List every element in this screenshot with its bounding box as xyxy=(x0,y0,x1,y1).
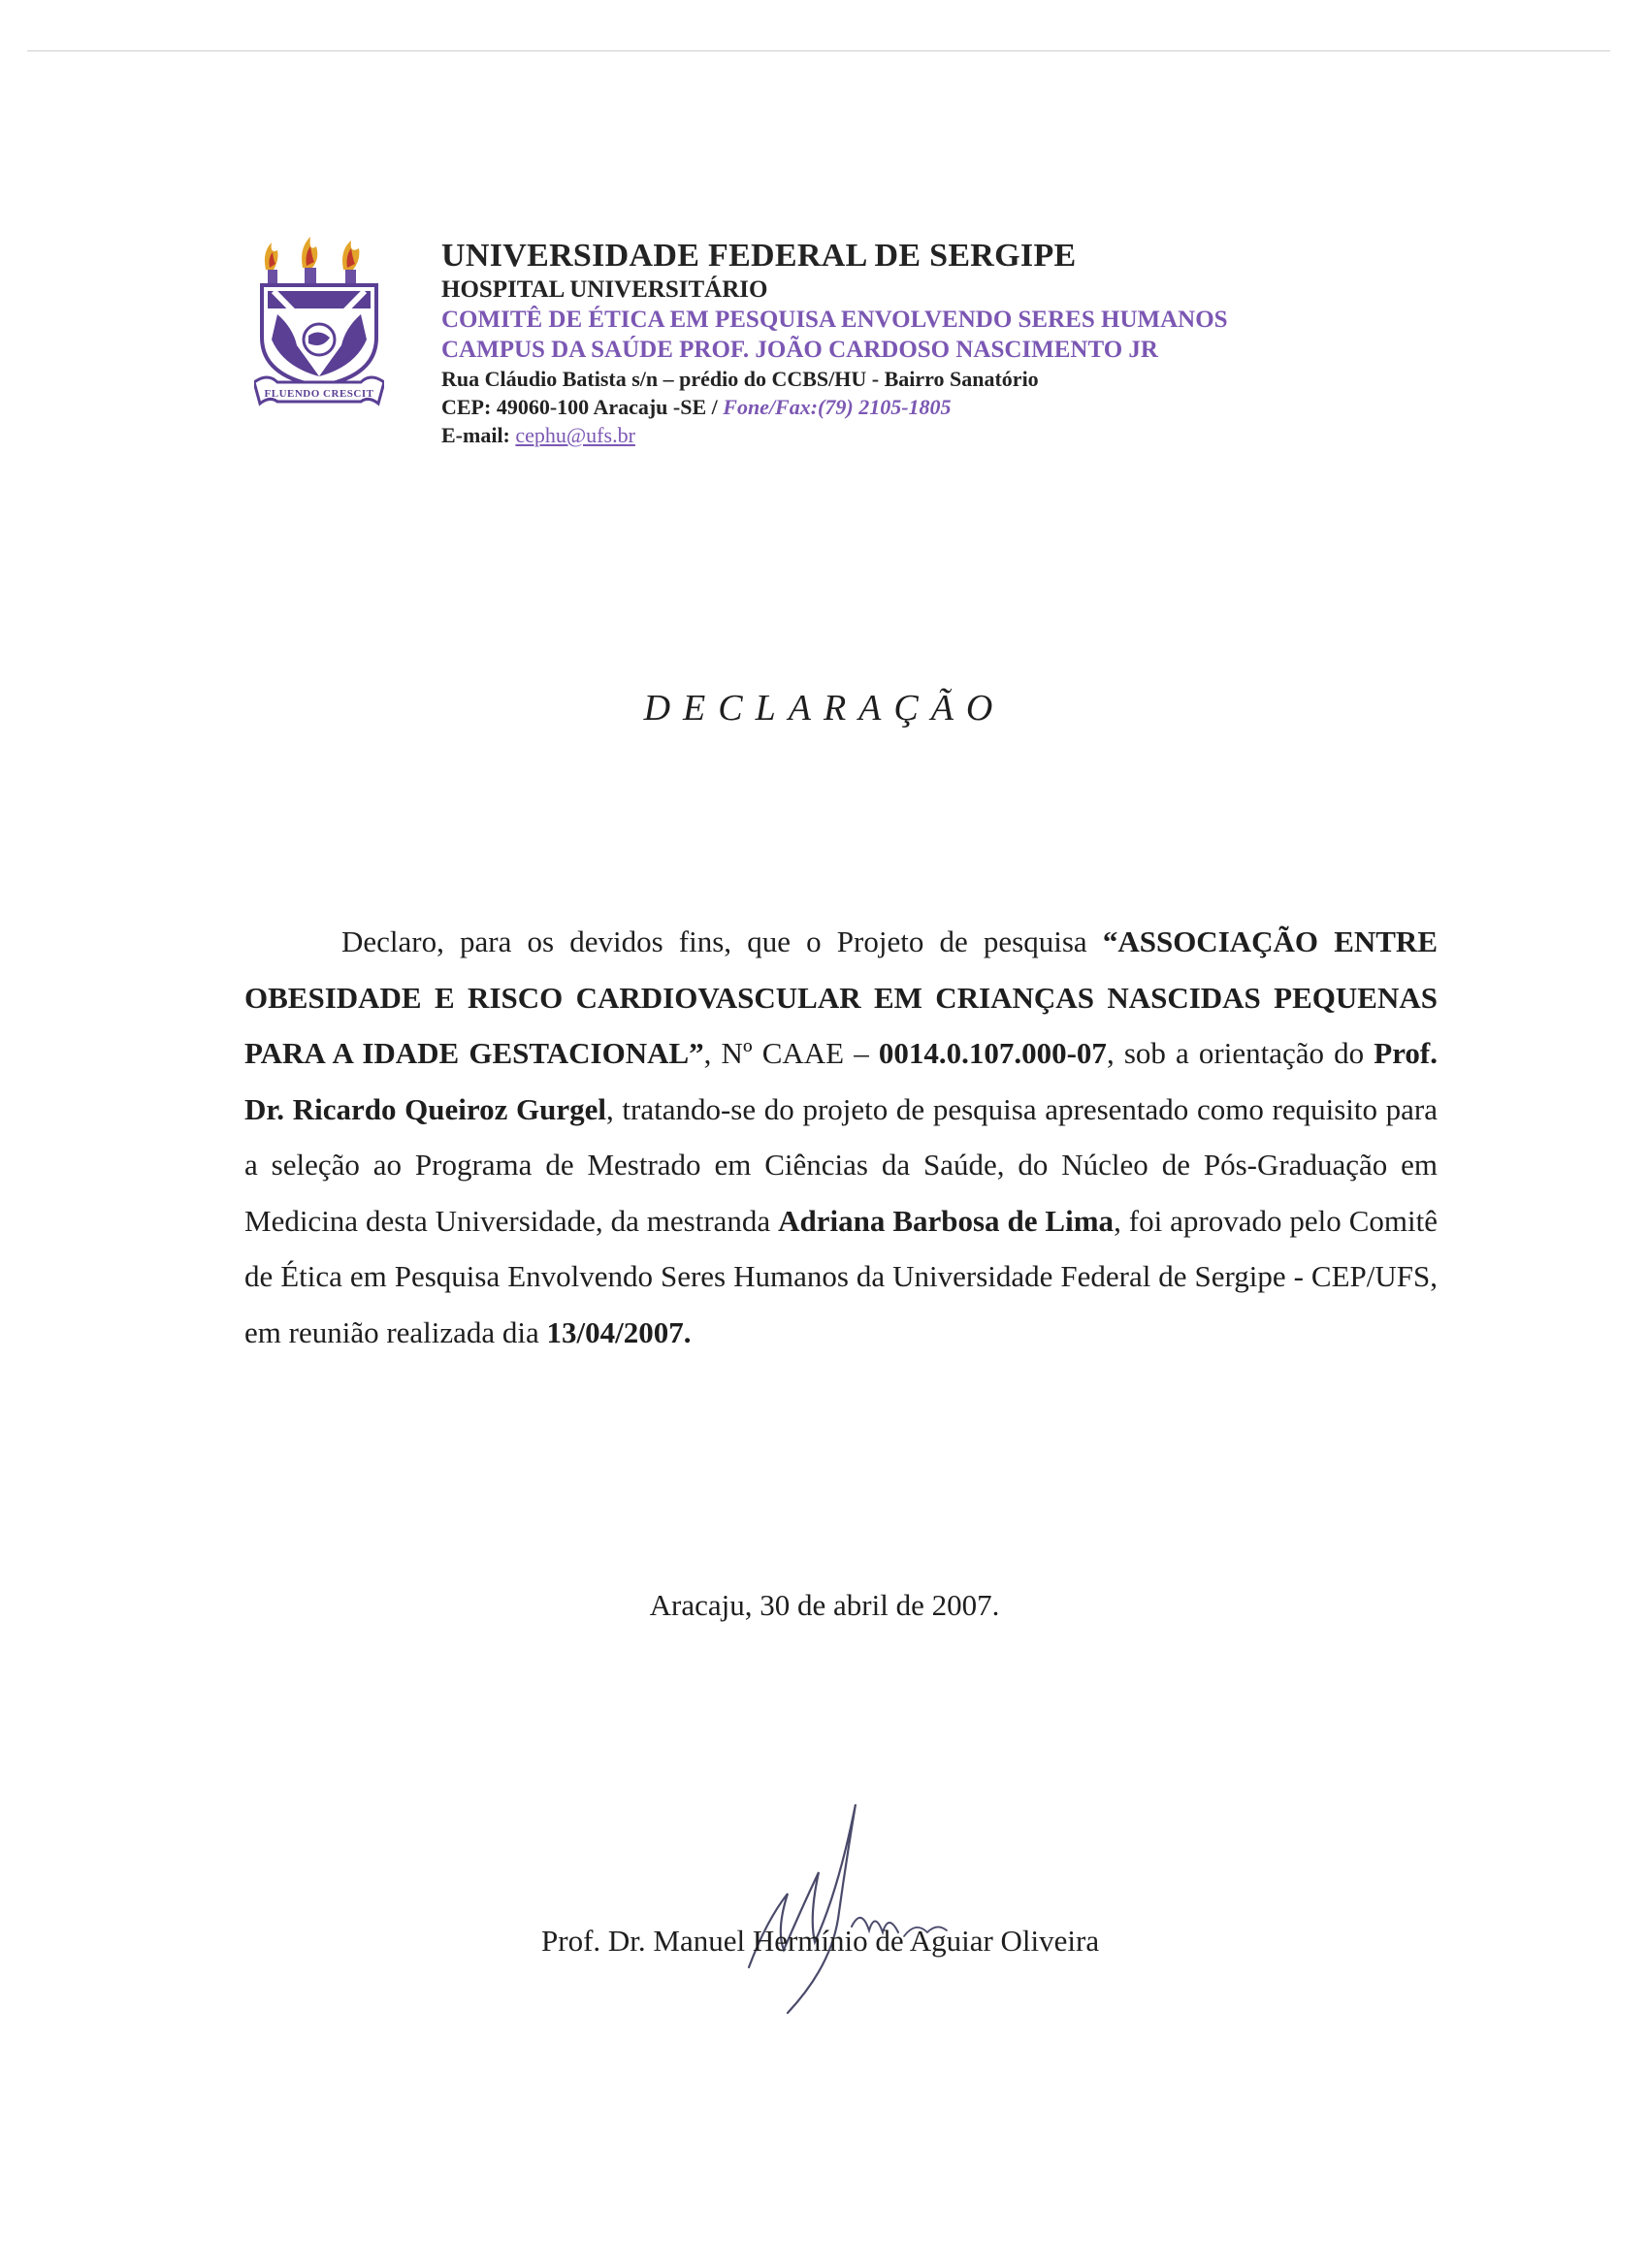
address-line: Rua Cláudio Batista s/n – prédio do CCBS/HU - Bairro Sanatório xyxy=(441,367,1039,391)
cep-text: CEP: 49060-100 Aracaju -SE / xyxy=(441,395,724,419)
caae-number: 0014.0.107.000-07 xyxy=(878,1036,1107,1070)
program-text: , tratando-se do projeto de pesquisa apresentado como requisito para a seleção ao Programa de Mestrado em Ciências da Saúde, do Núcleo de Pós-Graduação em Medicina desta Universidade, da mestranda xyxy=(244,1091,1438,1238)
project-title: “ASSOCIAÇÃO ENTRE OBESIDADE E RISCO CARDIOVASCULAR EM CRIANÇAS NASCIDAS PEQUENAS PARA A IDADE GESTACIONAL” xyxy=(244,924,1438,1070)
hospital-name: HOSPITAL UNIVERSITÁRIO xyxy=(441,276,768,303)
caae-label: , Nº CAAE – xyxy=(703,1036,879,1070)
place-and-date: Aracaju, 30 de abril de 2007. xyxy=(649,1588,1000,1622)
torch-icon xyxy=(342,241,359,283)
handwritten-signature xyxy=(737,1804,1048,2018)
advisor-intro: , sob a orientação do xyxy=(1106,1036,1374,1070)
university-name: UNIVERSIDADE FEDERAL DE SERGIPE xyxy=(441,238,1077,274)
scan-edge-line xyxy=(27,50,1610,51)
campus-name: CAMPUS DA SAÚDE PROF. JOÃO CARDOSO NASCIMENTO JR xyxy=(441,337,1158,363)
student-name: Adriana Barbosa de Lima xyxy=(778,1203,1115,1238)
email-label: E-mail: xyxy=(441,423,516,447)
meeting-date: 13/04/2007. xyxy=(546,1314,692,1349)
logo-motto-text: FLUENDO CRESCIT xyxy=(264,388,374,400)
phone-text: Fone/Fax:(79) 2105-1805 xyxy=(723,395,952,419)
torch-icon xyxy=(302,237,317,283)
email-line xyxy=(441,421,1411,449)
declaration-paragraph xyxy=(244,914,1438,1360)
cep-phone-line xyxy=(441,393,1411,421)
committee-name: COMITÊ DE ÉTICA EM PESQUISA ENVOLVENDO SERES HUMANOS xyxy=(441,307,1228,333)
email-link[interactable]: cephu@ufs.br xyxy=(515,423,635,447)
torch-icon xyxy=(265,243,278,283)
letterhead xyxy=(441,238,1411,449)
university-crest-logo xyxy=(254,231,384,411)
declaration-intro: Declaro, para os devidos fins, que o Projeto de pesquisa xyxy=(341,924,1103,958)
document-title: DECLARAÇÃO xyxy=(643,688,1006,729)
signatory-name: Prof. Dr. Manuel Hermínio de Aguiar Oliveira xyxy=(541,1924,1100,1958)
approval-text: , foi aprovado pelo Comitê de Ética em Pesquisa Envolvendo Seres Humanos da Universidade Federal de Sergipe - CEP/UFS, em reunião realizada dia xyxy=(244,1203,1438,1349)
advisor-name: Prof. Dr. Ricardo Queiroz Gurgel xyxy=(244,1036,1438,1126)
